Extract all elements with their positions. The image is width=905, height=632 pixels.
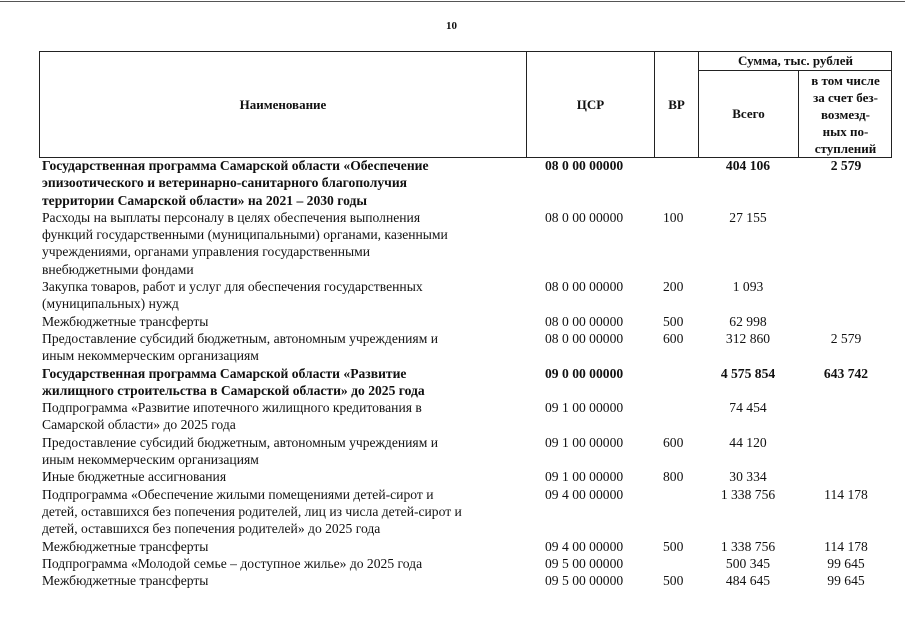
row-total: 404 106 — [725, 158, 771, 173]
row-total: 1 093 — [732, 279, 764, 295]
row-name-line: Расходы на выплаты персоналу в целях обеспечения выполнения — [42, 209, 421, 225]
row-free-receipts: 99 645 — [827, 555, 865, 571]
row-free-receipts: 643 742 — [823, 365, 869, 381]
row-name — [42, 209, 522, 278]
row-name-line: жилищного строительства в Самарской области» до 2025 года — [42, 382, 425, 398]
row-vr: 600 — [663, 330, 684, 346]
row-csr: 09 4 00 00000 — [545, 486, 624, 502]
header-free-line: возмезд- — [821, 106, 870, 122]
header-free-receipts — [799, 71, 892, 157]
row-total: 1 338 756 — [720, 538, 776, 554]
row-name-line: внебюджетными фондами — [42, 261, 194, 277]
header-free-line: ных по- — [822, 123, 869, 139]
row-name-line: Закупка товаров, работ и услуг для обеспечения государственных — [42, 279, 423, 295]
row-csr: 09 5 00 00000 — [545, 555, 624, 571]
row-csr: 09 1 00 00000 — [545, 434, 624, 450]
row-name — [42, 555, 522, 572]
header-free-line: в том числе — [811, 72, 880, 88]
row-free-receipts: 2 579 — [830, 158, 862, 173]
header-free-line: за счет без- — [813, 89, 878, 105]
row-name — [42, 278, 522, 313]
row-csr: 09 1 00 00000 — [545, 400, 624, 416]
row-free-receipts: 114 178 — [824, 538, 868, 554]
table-row — [0, 555, 905, 572]
header-csr: ЦСР — [576, 96, 605, 112]
row-csr: 08 0 00 00000 — [545, 330, 624, 346]
row-name-line: Предоставление субсидий бюджетным, автономным учреждениям и — [42, 330, 438, 346]
row-name-line: учреждениями, органами управления государственными — [42, 244, 371, 260]
top-rule — [0, 1, 905, 2]
header-sum: Сумма, тыс. рублей — [738, 53, 853, 68]
row-csr: 09 0 00 00000 — [545, 365, 624, 381]
table-body — [0, 157, 905, 589]
table-row — [0, 313, 905, 330]
row-name-line: иным некоммерческим организациям — [42, 452, 259, 468]
header-total: Всего — [732, 106, 765, 121]
row-name-line: Межбюджетные трансферты — [42, 573, 209, 589]
table-row — [0, 486, 905, 538]
row-csr: 08 0 00 00000 — [545, 158, 624, 173]
row-name-line: иным некоммерческим организациям — [42, 348, 259, 364]
row-free-receipts: 114 178 — [824, 486, 868, 502]
row-name — [42, 399, 522, 434]
header-free-line: ступлений — [814, 140, 877, 156]
row-name — [42, 538, 522, 555]
row-name-line: Межбюджетные трансферты — [42, 538, 209, 554]
row-vr: 200 — [663, 279, 684, 295]
row-vr: 500 — [663, 538, 684, 554]
table-row — [0, 538, 905, 555]
row-name-line: территории Самарской области» на 2021 – 2030 годы — [42, 192, 367, 208]
row-name-line: Государственная программа Самарской области «Развитие — [42, 365, 407, 381]
row-name-line: Самарской области» до 2025 года — [42, 417, 236, 433]
row-name — [42, 157, 522, 209]
row-name-line: Подпрограмма «Молодой семье – доступное жилье» до 2025 года — [42, 555, 423, 571]
table-row — [0, 278, 905, 313]
row-total: 30 334 — [729, 469, 767, 485]
row-name — [42, 572, 522, 589]
row-name — [42, 468, 522, 485]
table-row — [0, 572, 905, 589]
row-csr: 09 4 00 00000 — [545, 538, 624, 554]
row-name-line: Иные бюджетные ассигнования — [42, 469, 227, 485]
row-name — [42, 486, 522, 538]
row-total: 500 345 — [725, 555, 771, 571]
row-vr: 100 — [663, 209, 684, 225]
row-total: 62 998 — [729, 313, 767, 329]
row-name-line: детей, оставшихся без попечения родителей, лиц из числа детей-сирот и — [42, 503, 462, 519]
row-total: 1 338 756 — [720, 486, 776, 502]
row-total: 74 454 — [729, 400, 767, 416]
row-csr: 09 5 00 00000 — [545, 573, 624, 589]
row-free-receipts: 2 579 — [830, 330, 862, 346]
row-total: 27 155 — [729, 209, 767, 225]
table-row — [0, 434, 905, 469]
row-name — [42, 313, 522, 330]
row-name — [42, 330, 522, 365]
table-row — [0, 330, 905, 365]
row-name-line: Государственная программа Самарской области «Обеспечение — [42, 158, 429, 173]
row-name-line: детей, оставшихся без попечения родителей» до 2025 года — [42, 521, 381, 537]
row-vr: 500 — [663, 313, 684, 329]
row-total: 4 575 854 — [720, 365, 776, 381]
row-total: 44 120 — [729, 434, 767, 450]
row-name-line: Подпрограмма «Обеспечение жилыми помещениями детей-сирот и — [42, 486, 434, 502]
row-vr: 500 — [663, 573, 684, 589]
table-row — [0, 365, 905, 400]
row-csr: 08 0 00 00000 — [545, 279, 624, 295]
row-name-line: Предоставление субсидий бюджетным, автономным учреждениям и — [42, 434, 438, 450]
page-number: 10 — [446, 20, 457, 32]
table-row — [0, 157, 905, 209]
row-vr: 600 — [663, 434, 684, 450]
row-name — [42, 434, 522, 469]
row-name-line: функций государственными (муниципальными) органами, казенными — [42, 227, 448, 243]
table-row — [0, 209, 905, 278]
row-csr: 09 1 00 00000 — [545, 469, 624, 485]
header-vr: ВР — [668, 96, 685, 112]
table-row — [0, 468, 905, 485]
row-name-line: Подпрограмма «Развитие ипотечного жилищного кредитования в — [42, 400, 422, 416]
row-csr: 08 0 00 00000 — [545, 209, 624, 225]
row-total: 484 645 — [725, 573, 771, 589]
row-free-receipts: 99 645 — [827, 573, 865, 589]
row-name-line: эпизоотического и ветеринарно-санитарного благополучия — [42, 175, 408, 191]
row-name — [42, 365, 522, 400]
row-vr: 800 — [663, 469, 684, 485]
header-name: Наименование — [239, 96, 327, 112]
row-total: 312 860 — [725, 330, 771, 346]
row-name-line: Межбюджетные трансферты — [42, 313, 209, 329]
table-row — [0, 399, 905, 434]
row-csr: 08 0 00 00000 — [545, 313, 624, 329]
row-name-line: (муниципальных) нужд — [42, 296, 179, 312]
